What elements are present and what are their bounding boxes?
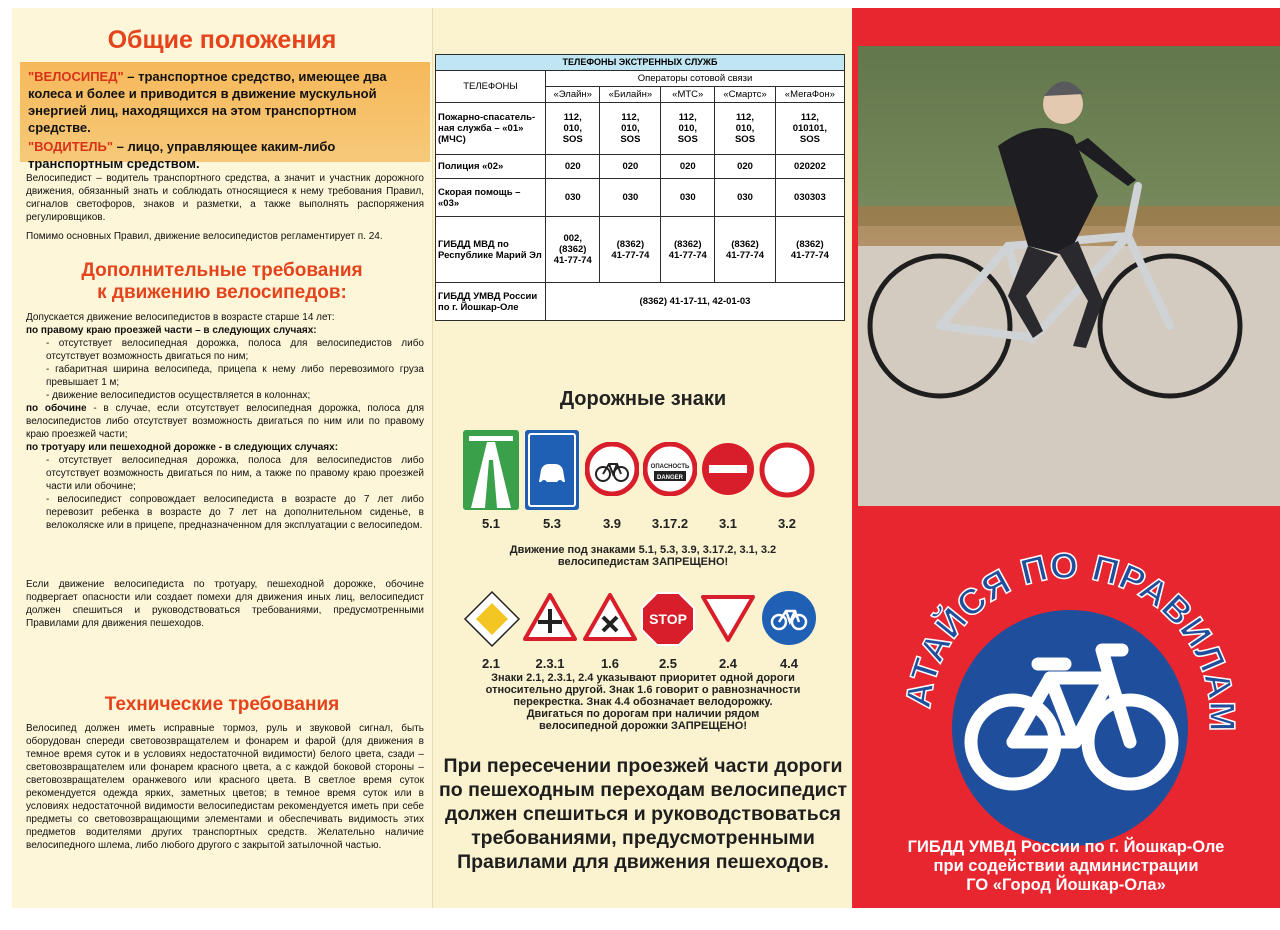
intro-paragraph: Велосипедист – водитель транспортного средства, а значит и участник дорожного движения, обязанный знать и соблюдать относящиеся к нему требования Правил, сигналов светофоров, знаков и разметки, а также выполнять распоряжения регулировщиков.	[26, 173, 424, 223]
priority-signs-note: Знаки 2.1, 2.3.1, 2.4 указывают приоритет одной дороги относительно другой. Знак 1.6 говорит о равнозначности перекрестка. Знак 4.4 обозначает велодорожку. Двигаться по дорогам при наличии рядом велосипедной дорожки ЗАПРЕЩЕНО!	[485, 672, 801, 732]
danger-label-en: DANGER	[656, 475, 684, 481]
table-row: Скорая помощь – «03» 030 030 030 030 030303	[436, 179, 845, 217]
operator-header: «МегаФон»	[775, 87, 844, 103]
col-operators-header: Операторы сотовой связи	[546, 71, 845, 87]
sign-no-entry-icon	[701, 442, 755, 496]
sign-label: 2.4	[718, 656, 738, 671]
sign-give-way-icon	[701, 594, 755, 642]
sign-label: 3.2	[777, 516, 797, 531]
middle-panel	[432, 8, 852, 908]
sign-no-bicycles-icon	[585, 442, 639, 496]
general-provisions-title: Общие положения	[107, 26, 337, 54]
prohibited-signs-note: Движение под знаками 5.1, 5.3, 3.9, 3.17.2, 3.1, 3.2 велосипедистам ЗАПРЕЩЕНО!	[509, 544, 777, 568]
sign-label: 3.1	[718, 516, 738, 531]
cyclist-photo	[858, 46, 1280, 506]
operator-header: «Элайн»	[546, 87, 600, 103]
stop-label: STOP	[649, 611, 687, 627]
operator-header: «Смартс»	[715, 87, 776, 103]
definitions-box	[20, 62, 430, 171]
brochure	[0, 8, 1280, 908]
sign-bicycle-path-icon	[761, 590, 817, 646]
additional-requirements-title: Дополнительные требования к движению велосипедов:	[81, 260, 363, 303]
sign-label: 2.5	[658, 656, 678, 671]
sign-label: 2.3.1	[535, 656, 565, 671]
sign-motor-road-icon	[525, 430, 579, 510]
left-panel	[12, 8, 432, 908]
pedestrian-rule-paragraph: Если движение велосипедиста по тротуару, пешеходной дорожке, обочине подвергает опасности или создает помехи для движения иных лиц, велосипедист должен спешиться и руководствоваться требованиями, предусмотренными Правилами для движения пешеходов.	[26, 579, 424, 629]
sign-crossroad-icon	[523, 592, 577, 642]
technical-requirements-title: Технические требования	[104, 694, 340, 715]
sign-label: 2.1	[481, 656, 501, 671]
sign-stop-icon	[641, 592, 695, 646]
additional-requirements-text: Допускается движение велосипедистов в возрасте старше 14 лет: по правому краю проезжей части – в следующих случаях: - отсутствует велосипедная дорожка, полоса для велосипедистов либо отсутствует возможность двигаться по ним; - габаритная ширина велосипеда, прицепа к нему либо перевозимого груза превышает 1 м; - движение велосипедистов осуществляется в колоннах; по обочине - в случае, если отсутствует велосипедная дорожка, полоса для велосипедистов либо отсутствует возможность двигаться по ним или по правому краю проезжей части; по тротуару или пешеходной дорожке - в следующих случаях: - отсутствует велосипедная дорожка, полоса для велосипедистов либо отсутствует возможность двигаться по ним, а также по правому краю проезжей части или обочине; - велосипедист сопровождает велосипедиста в возрасте до 7 лет либо перевозит ребенка в возрасте до 7 лет на дополнительном сиденье, в велоколяске или в прицепе, предназначенном для эксплуатации с велосипедом.	[26, 312, 424, 531]
table-row: ГИБДД МВД по Республике Марий Эл 002, (8362) 41-77-74 (8362) 41-77-74 (8362) 41-77-74 (8362) 41-77-74 (8362) 41-77-74	[436, 217, 845, 283]
sign-label: 4.4	[779, 656, 799, 671]
intro-rule-reference: Помимо основных Правил, движение велосипедистов регламентирует п. 24.	[26, 231, 383, 242]
operator-header: «МТС»	[661, 87, 715, 103]
sign-label: 1.6	[600, 656, 620, 671]
table-row: Пожарно-спасатель-ная служба – «01» (МЧС) 112, 010, SOS 112, 010, SOS 112, 010, SOS 112, 010, SOS 112, 010101, SOS	[436, 103, 845, 155]
bicycle-emblem-icon	[890, 528, 1250, 858]
danger-label: ОПАСНОСТЬ	[650, 464, 690, 470]
sign-main-road-icon	[463, 590, 521, 648]
road-signs-title: Дорожные знаки	[559, 388, 727, 410]
table-row: Полиция «02» 020 020 020 020 020202	[436, 155, 845, 179]
slogan-text: АТАЙСЯ ПО ПРАВИЛАМ	[897, 544, 1244, 733]
sign-label: 5.1	[481, 516, 501, 531]
table-title: ТЕЛЕФОНЫ ЭКСТРЕННЫХ СЛУЖБ	[436, 55, 845, 71]
emergency-phones-table	[435, 54, 845, 321]
crossing-rule-text: При пересечении проезжей части дороги по пешеходным переходам велосипедист должен спешиться и руководствоваться требованиями, предусмотренными Правилами для движения пешеходов.	[438, 755, 847, 873]
slogan-emblem	[890, 528, 1250, 858]
sign-no-vehicles-icon	[759, 442, 815, 498]
operator-header: «Билайн»	[600, 87, 661, 103]
def-bicycle: "ВЕЛОСИПЕД" – транспортное средство, имеющее два колеса и более и приводится в движение мускульной энергией лиц, находящихся на этом транспортном средстве.	[28, 69, 387, 135]
sign-label: 3.17.2	[651, 516, 689, 531]
table-row: ГИБДД УМВД России по г. Йошкар-Оле (8362) 41-17-11, 42-01-03	[436, 283, 845, 321]
cyclist-illustration	[858, 46, 1280, 506]
right-panel	[852, 8, 1280, 908]
sign-danger-icon	[643, 442, 697, 496]
technical-requirements-text: Велосипед должен иметь исправные тормоз, руль и звуковой сигнал, быть оборудован спереди световозвращателем и фонарем и фарой (для движения в темное время суток и в условиях недостаточной видимости) белого цвета, сзади – световозвращателем или фонарем красного цвета, а с каждой боковой стороны – световозвращателем оранжевого или красного цвета. В светлое время суток рекомендуется одежда ярких, заметных цветов; в темное время суток или в условиях недостаточной видимости велосипедистам рекомендуется иметь при себе предметы со световозвращающими элементами и обеспечивать видимость этих предметов водителями других транспортных средств. Желательно наличие велосипедного шлема, либо любого другого с закрытой затылочной частью.	[26, 723, 424, 851]
sign-motorway-icon	[463, 430, 519, 510]
col-phones-header: ТЕЛЕФОНЫ	[436, 71, 546, 103]
sign-equal-intersection-icon	[583, 592, 637, 642]
sign-label: 3.9	[602, 516, 622, 531]
sign-label: 5.3	[542, 516, 562, 531]
def-driver: "ВОДИТЕЛЬ" – лицо, управляющее каким-либо транспортным средством.	[28, 139, 336, 171]
organization-credits: ГИБДД УМВД России по г. Йошкар-Оле при содействии администрации ГО «Город Йошкар-Ола»	[907, 838, 1225, 894]
